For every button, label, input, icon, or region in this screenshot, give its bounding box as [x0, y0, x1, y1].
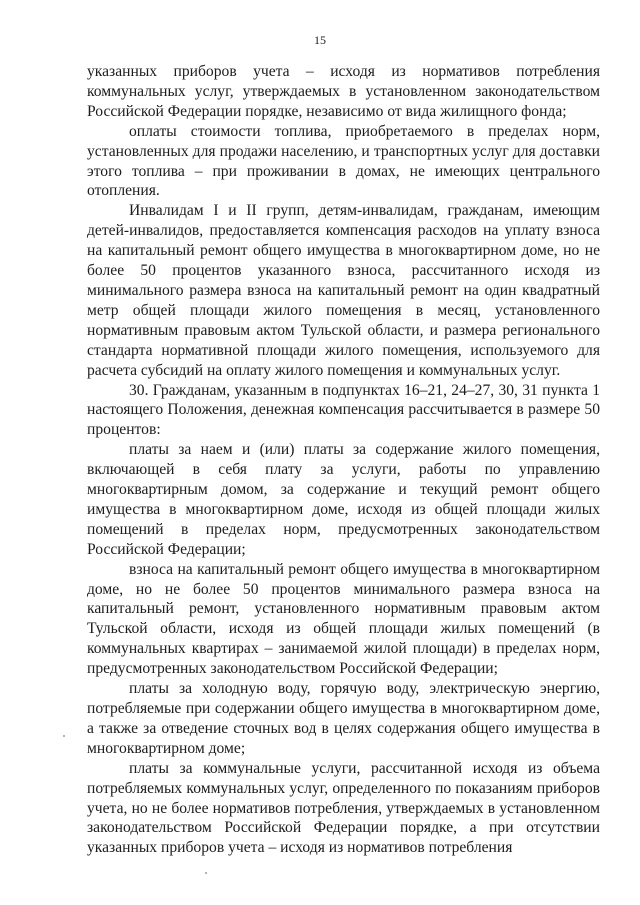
document-body: [87, 62, 600, 858]
paragraph-item-30: 30. Гражданам, указанным в подпунктах 16–21, 24–27, 30, 31 пункта 1 настоящего Положения, денежная компенсация рассчитывается в размере 50 процентов:: [87, 381, 600, 439]
page-number: 15: [314, 33, 326, 47]
paragraph-capital-repair: взноса на капитальный ремонт общего имущества в многоквартирном доме, но не более 50 процентов минимального размера взноса на капитальный ремонт, установленного нормативным правовым актом Тульской области, исходя из общей площади жилых помещений (в коммунальных квартирах – занимаемой жилой площади) в пределах норм, предусмотренных законодательством Российской Федерации;: [87, 560, 600, 678]
paragraph-rent-payment: платы за наем и (или) платы за содержание жилого помещения, включающей в себя плату за услуги, работы по управлению многоквартирным домом, за содержание и текущий ремонт общего имущества в многоквартирном доме, исходя из общей площади жилых помещений в пределах норм, предусмотренных законодательством Российской Федерации;: [87, 441, 600, 558]
scan-speck: [205, 872, 207, 874]
paragraph-common-utilities: платы за холодную воду, горячую воду, электрическую энергию, потребляемые при содержании общего имущества в многоквартирном доме, а также за отведение сточных вод в целях содержания общего имущества в многоквартирном доме;: [87, 680, 600, 757]
paragraph-fuel-payment: оплаты стоимости топлива, приобретаемого в пределах норм, установленных для продажи населению, и транспортных услуг для доставки этого топлива – при проживании в домах, не имеющих центрального отопления.: [87, 122, 600, 200]
paragraph-disabled-compensation: Инвалидам I и II групп, детям-инвалидам, гражданам, имеющим детей-инвалидов, предоставляется компенсация расходов на уплату взноса на капитальный ремонт общего имущества в многоквартирном доме, но не более 50 процентов указанного взноса, рассчитанного исходя из минимального размера взноса на капитальный ремонт на один квадратный метр общей площади жилого помещения в месяц, установленного нормативным правовым актом Тульской области, и размера регионального стандарта нормативной площади жилого помещения, используемого для расчета субсидий на оплату жилого помещения и коммунальных услуг.: [87, 202, 600, 379]
paragraph-utility-services: платы за коммунальные услуги, рассчитанной исходя из объема потребляемых коммунальных услуг, определенного по показаниям приборов учета, но не более нормативов потребления, утверждаемых в установленном законодательством Российской Федерации порядке, а при отсутствии указанных приборов учета – исходя из нормативов потребления: [87, 759, 600, 857]
paragraph-continuation: указанных приборов учета – исходя из нормативов потребления коммунальных услуг, утверждаемых в установленном законодательством Российской Федерации порядке, независимо от вида жилищного фонда;: [87, 63, 600, 120]
scan-speck: [63, 735, 65, 737]
